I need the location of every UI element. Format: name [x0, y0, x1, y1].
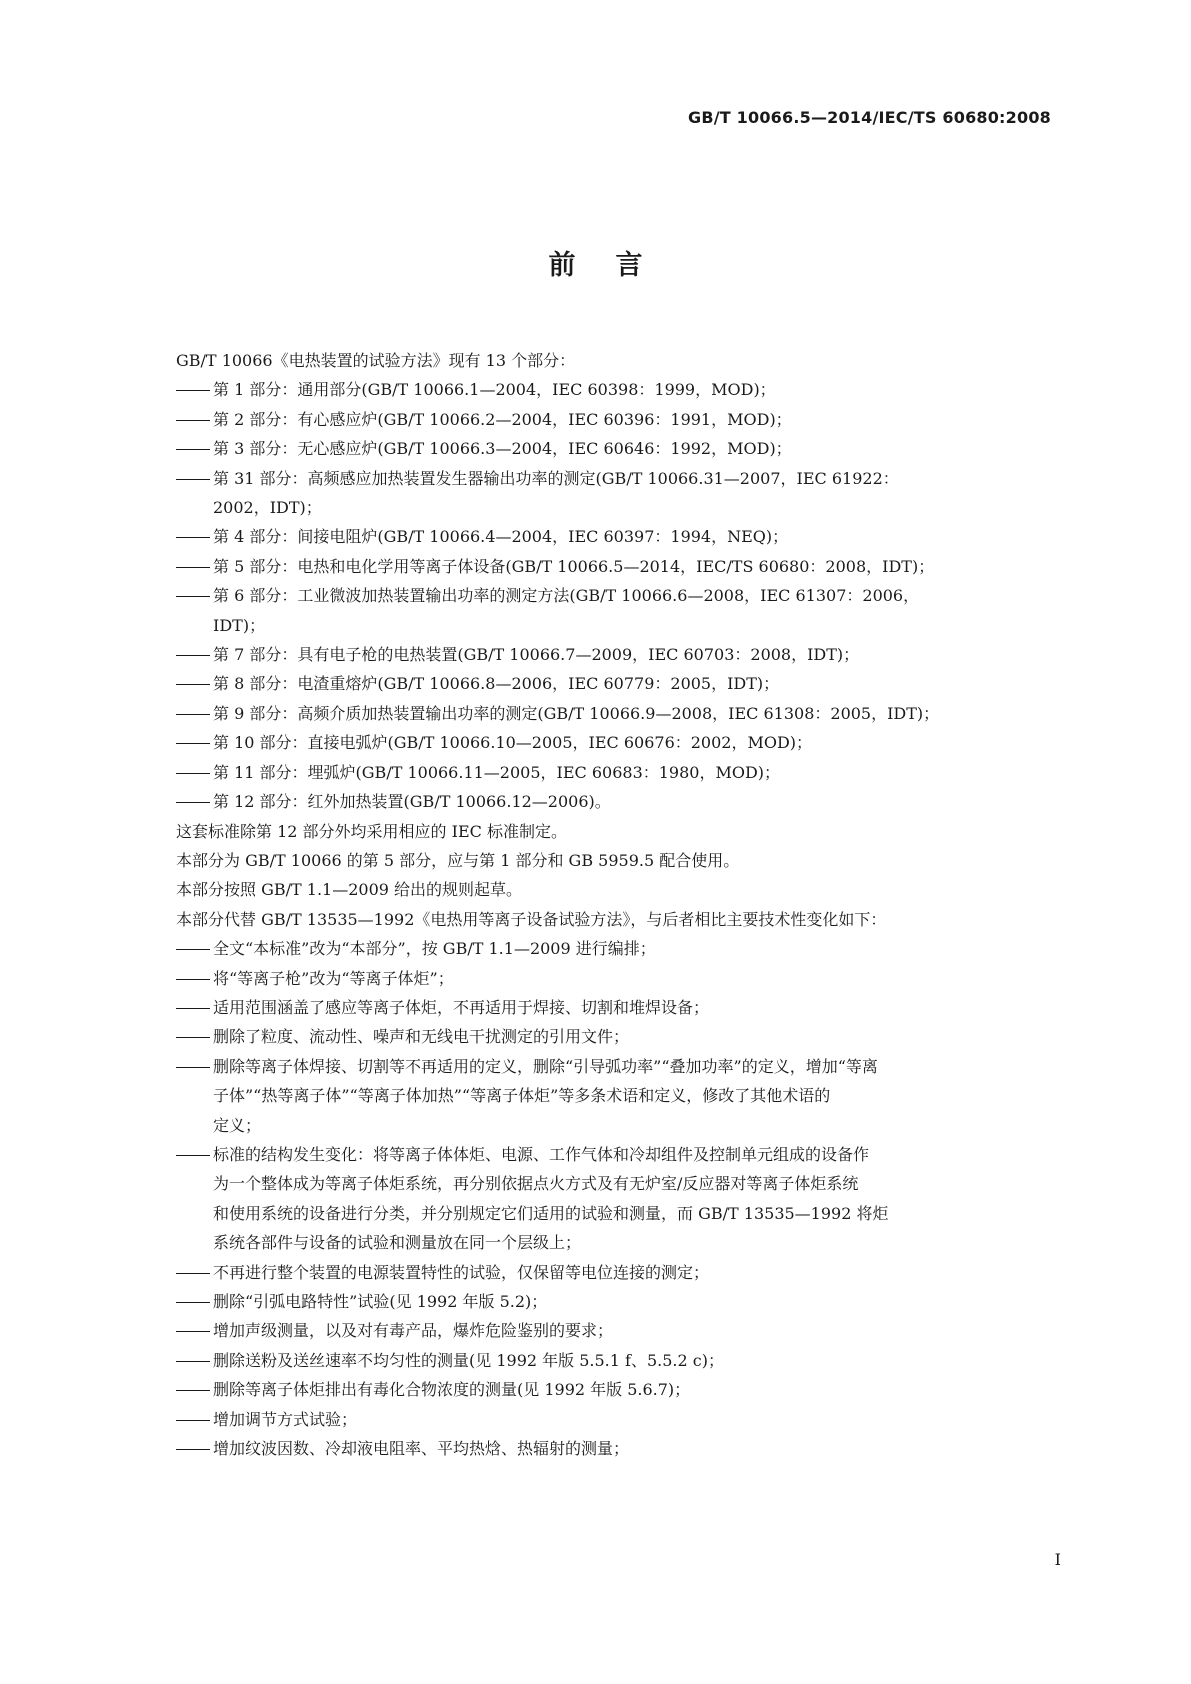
paragraph-line: GB/T 10066《电热装置的试验方法》现有 13 个部分： — [176, 351, 576, 370]
paragraph-line: 这套标准除第 12 部分外均采用相应的 IEC 标准制定。 — [176, 821, 567, 841]
list-item: 第 1 部分：通用部分(GB/T 10066.1—2004，IEC 60398：1999，MOD)； — [176, 375, 1056, 404]
list-item: 第 4 部分：间接电阻炉(GB/T 10066.4—2004，IEC 60397：1994，NEQ)； — [176, 522, 1056, 551]
list-item: 第 9 部分：高频介质加热装置输出功率的测定(GB/T 10066.9—2008，IEC 61308：2005，IDT)； — [176, 699, 1056, 728]
list-item: 适用范围涵盖了感应等离子体炬，不再适用于焊接、切割和堆焊设备； — [176, 993, 1056, 1022]
list-item: 增加声级测量，以及对有毒产品，爆炸危险鉴别的要求； — [176, 1316, 1056, 1345]
list-item: 第 5 部分：电热和电化学用等离子体设备(GB/T 10066.5—2014，IEC/TS 60680：2008，IDT)； — [176, 552, 1056, 581]
list-item: 增加调节方式试验； — [176, 1405, 1056, 1434]
list-item: 第 10 部分：直接电弧炉(GB/T 10066.10—2005，IEC 60676：2002，MOD)； — [176, 728, 1056, 757]
list-item-continuation: 2002，IDT)； — [213, 498, 322, 518]
paragraph-line: 本部分为 GB/T 10066 的第 5 部分，应与第 1 部分和 GB 5959.5 配合使用。 — [176, 850, 740, 870]
list-item-continuation: 系统各部件与设备的试验和测量放在同一个层级上； — [213, 1233, 582, 1253]
list-item: 全文“本标准”改为“本部分”，按 GB/T 1.1—2009 进行编排； — [176, 934, 1056, 963]
list-item: 删除等离子体焊接、切割等不再适用的定义，删除“引导弧功率”“叠加功率”的定义，增加“等离 — [176, 1052, 1056, 1081]
list-item: 删除等离子体炬排出有毒化合物浓度的测量(见 1992 年版 5.6.7)； — [176, 1375, 1056, 1404]
list-item: 第 31 部分：高频感应加热装置发生器输出功率的测定(GB/T 10066.31—2007，IEC 61922： — [176, 464, 1056, 493]
list-item-continuation: 和使用系统的设备进行分类，并分别规定它们适用的试验和测量，而 GB/T 13535—1992 将炬 — [213, 1203, 889, 1223]
list-item: 第 7 部分：具有电子枪的电热装置(GB/T 10066.7—2009，IEC 60703：2008，IDT)； — [176, 640, 1056, 669]
standard-code-header: GB/T 10066.5—2014/IEC/TS 60680:2008 — [688, 108, 1051, 127]
list-item: 第 6 部分：工业微波加热装置输出功率的测定方法(GB/T 10066.6—2008，IEC 61307：2006， — [176, 581, 1056, 610]
list-item: 第 11 部分：埋弧炉(GB/T 10066.11—2005，IEC 60683：1980，MOD)； — [176, 758, 1056, 787]
list-item: 标准的结构发生变化：将等离子体体炬、电源、工作气体和冷却组件及控制单元组成的设备作 — [176, 1140, 1056, 1169]
list-item: 第 8 部分：电渣重熔炉(GB/T 10066.8—2006，IEC 60779：2005，IDT)； — [176, 669, 1056, 698]
list-item: 增加纹波因数、冷却液电阻率、平均热焓、热辐射的测量； — [176, 1434, 1056, 1463]
list-item: 不再进行整个装置的电源装置特性的试验，仅保留等电位连接的测定； — [176, 1258, 1056, 1287]
list-item: 第 12 部分：红外加热装置(GB/T 10066.12—2006)。 — [176, 787, 1056, 816]
list-item: 删除送粉及送丝速率不均匀性的测量(见 1992 年版 5.5.1 f、5.5.2 c)； — [176, 1346, 1056, 1375]
body-text — [176, 346, 1056, 1463]
list-item: 第 2 部分：有心感应炉(GB/T 10066.2—2004，IEC 60396：1991，MOD)； — [176, 405, 1056, 434]
list-item-continuation: IDT)； — [213, 615, 266, 635]
page-title: 前言 — [548, 250, 683, 281]
list-item: 第 3 部分：无心感应炉(GB/T 10066.3—2004，IEC 60646：1992，MOD)； — [176, 434, 1056, 463]
list-item-continuation: 定义； — [213, 1115, 262, 1135]
paragraph-line: 本部分按照 GB/T 1.1—2009 给出的规则起草。 — [176, 880, 523, 900]
list-item-continuation: 子体”“热等离子体”“等离子体加热”“等离子体炬”等多条术语和定义，修改了其他术语的 — [213, 1086, 831, 1106]
list-item: 删除“引弧电路特性”试验(见 1992 年版 5.2)； — [176, 1287, 1056, 1316]
list-item-continuation: 为一个整体成为等离子体炬系统，再分别依据点火方式及有无炉室/反应器对等离子体炬系统 — [213, 1174, 859, 1194]
paragraph-line: 本部分代替 GB/T 13535—1992《电热用等离子设备试验方法》，与后者相比主要技术性变化如下： — [176, 909, 887, 929]
page-number: I — [1054, 1550, 1061, 1569]
list-item: 删除了粒度、流动性、噪声和无线电干扰测定的引用文件； — [176, 1022, 1056, 1051]
list-item: 将“等离子枪”改为“等离子体炬”； — [176, 964, 1056, 993]
